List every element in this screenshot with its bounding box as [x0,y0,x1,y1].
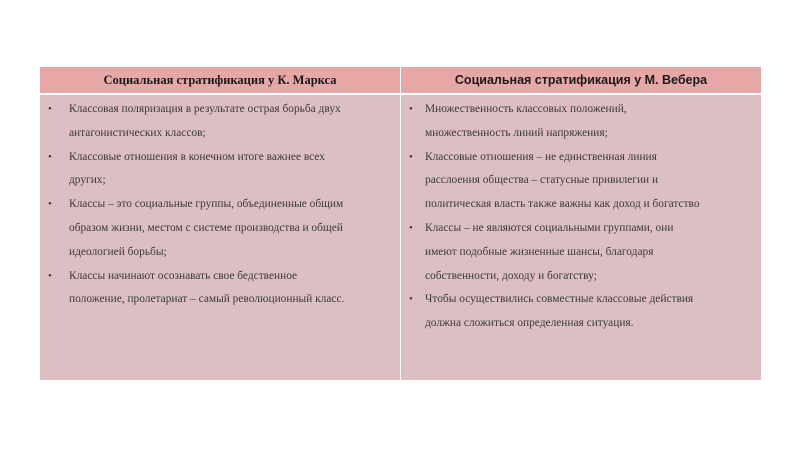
item-text: Классы – не являются социальными группами, они [425,221,674,234]
item-text: политическая власть также важны как доход и богатство [425,198,700,211]
item-text: антагонистических классов; [69,126,206,139]
marx-item-4-line-1 [46,265,394,289]
item-text: Чтобы осуществились совместные классовые действия [425,293,694,306]
bullet-icon: • [409,221,413,234]
marx-item-1-line-2 [46,122,394,146]
item-text: Классы начинают осознавать свое бедственное [69,269,298,282]
weber-list [407,98,755,336]
header-weber [401,67,761,95]
marx-item-2-line-2 [46,169,394,193]
bullet-icon: • [409,150,413,163]
bullet-icon: • [409,293,413,306]
bullet-icon: • [409,103,413,115]
marx-column [40,95,401,380]
marx-item-3-line-2 [46,217,394,241]
marx-item-1-line-1 [46,98,394,122]
bullet-icon: • [48,198,52,211]
item-text: положение, пролетариат – самый революционный класс. [69,293,345,306]
item-text: Множественность классовых положений, [425,103,627,115]
header-weber-label: Социальная стратификация у М. Вебера [454,73,708,87]
weber-item-4-line-1 [407,288,755,312]
item-text: Классы – это социальные группы, объединенные общим [69,198,344,211]
item-text: должна сложиться определенная ситуация. [425,317,634,330]
weber-item-2-line-3 [407,193,755,217]
item-text: идеологией борьбы; [69,245,167,258]
weber-item-1-line-1 [407,98,755,122]
header-marx [40,67,401,95]
header-marx-label: Социальная стратификация у К. Маркса [103,72,337,87]
weber-item-3-line-2 [407,241,755,265]
item-text: образом жизни, местом с системе производства и общей [69,221,343,234]
item-text: других; [69,174,106,187]
weber-item-2-line-2 [407,169,755,193]
bullet-icon: • [48,103,52,115]
weber-item-4-line-2 [407,312,755,336]
item-text: имеют подобные жизненные шансы, благодаря [425,245,654,258]
item-text: Классовая поляризация в результате острая борьба двух [69,103,341,115]
item-text: Классовые отношения в конечном итоге важнее всех [69,150,325,163]
comparison-table [40,67,761,380]
item-text: множественность линий напряжения; [425,126,608,139]
marx-item-2-line-1 [46,146,394,170]
weber-item-2-line-1 [407,146,755,170]
item-text: расслоения общества – статусные привилегии и [425,174,659,187]
weber-item-1-line-2 [407,122,755,146]
marx-item-4-line-2 [46,288,394,312]
marx-item-3-line-3 [46,241,394,265]
marx-item-3-line-1 [46,193,394,217]
weber-item-3-line-1 [407,217,755,241]
bullet-icon: • [48,269,52,282]
bullet-icon: • [48,150,52,163]
weber-item-3-line-3 [407,265,755,289]
marx-list [46,98,394,312]
item-text: Классовые отношения – не единственная линия [425,150,657,163]
weber-column [401,95,761,380]
item-text: собственности, доходу и богатству; [425,269,597,282]
